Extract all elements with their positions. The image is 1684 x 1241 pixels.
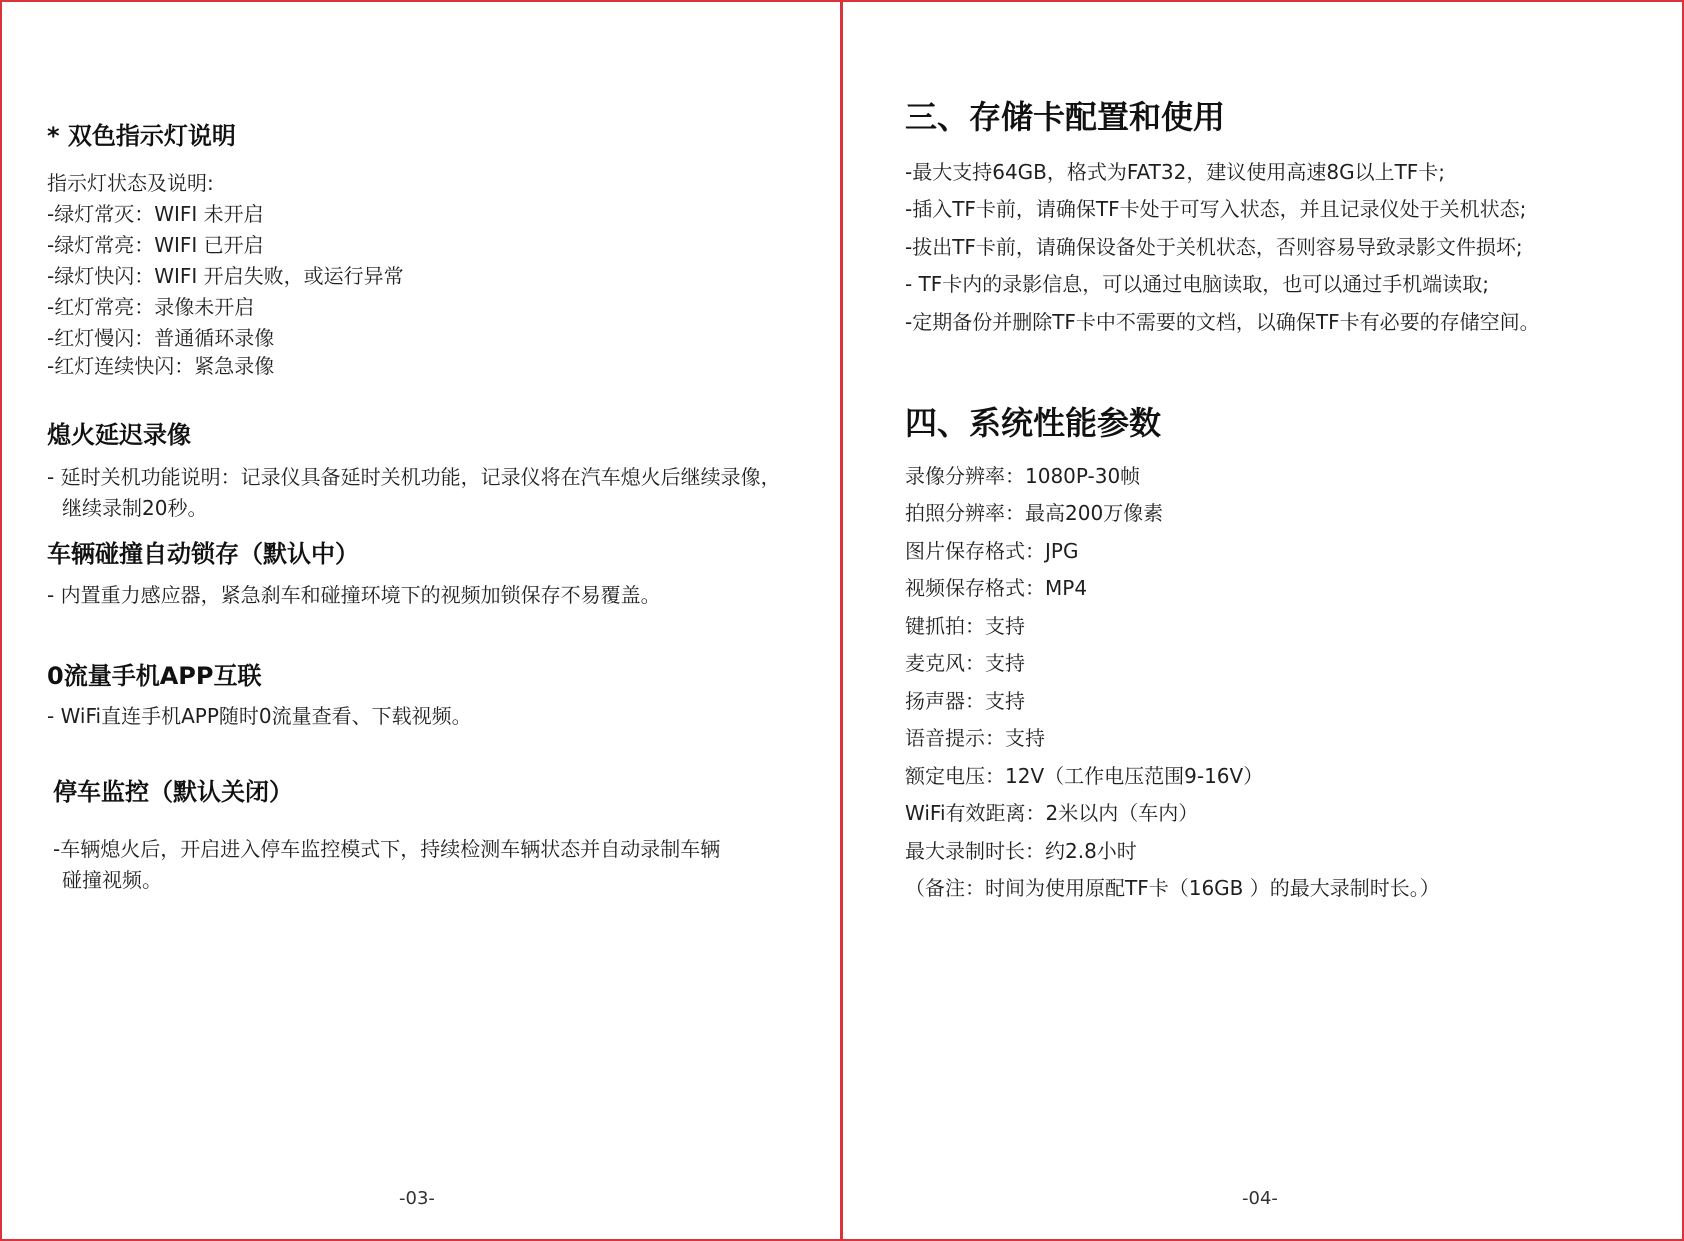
spec-line: 麦克风：支持: [905, 651, 1025, 675]
spec-line: 录像分辨率：1080P-30帧: [905, 464, 1141, 488]
spec-line: （备注：时间为使用原配TF卡（16GB ）的最大录制时长。）: [905, 876, 1440, 900]
parking-line: 碰撞视频。: [62, 868, 162, 892]
spec-line: 拍照分辨率：最高200万像素: [905, 501, 1164, 525]
indicator-line: -红灯慢闪：普通循环录像: [47, 326, 275, 350]
spec-line: WiFi有效距离：2米以内（车内）: [905, 801, 1199, 825]
page-divider: [840, 0, 843, 1241]
indicator-line: -绿灯快闪：WIFI 开启失败，或运行异常: [47, 264, 404, 288]
app-title: 0流量手机APP互联: [47, 662, 262, 690]
spec-line: 图片保存格式：JPG: [905, 539, 1079, 563]
page-number-left: -03-: [399, 1188, 435, 1209]
indicator-line: 指示灯状态及说明:: [47, 171, 214, 195]
storage-title: 三、存储卡配置和使用: [905, 98, 1226, 136]
parking-line: -车辆熄火后，开启进入停车监控模式下，持续检测车辆状态并自动录制车辆: [53, 837, 721, 861]
collision-line: - 内置重力感应器，紧急刹车和碰撞环境下的视频加锁保存不易覆盖。: [47, 583, 661, 607]
indicator-line: -红灯连续快闪：紧急录像: [47, 354, 275, 378]
indicator-title: * 双色指示灯说明: [47, 122, 236, 150]
storage-line: -插入TF卡前，请确保TF卡处于可写入状态，并且记录仪处于关机状态;: [905, 197, 1527, 221]
spec-line: 语音提示：支持: [905, 726, 1045, 750]
spec-line: 最大录制时长：约2.8小时: [905, 839, 1137, 863]
page-number-right: -04-: [1242, 1188, 1278, 1209]
indicator-line: -绿灯常灭：WIFI 未开启: [47, 202, 264, 226]
specs-title: 四、系统性能参数: [905, 404, 1162, 442]
storage-line: -拔出TF卡前，请确保设备处于关机状态，否则容易导致录影文件损坏;: [905, 235, 1523, 259]
delay-line: - 延时关机功能说明：记录仪具备延时关机功能，记录仪将在汽车熄火后继续录像，: [47, 465, 781, 489]
spec-line: 扬声器：支持: [905, 689, 1025, 713]
delay-title: 熄火延迟录像: [47, 421, 191, 449]
app-line: - WiFi直连手机APP随时0流量查看、下载视频。: [47, 704, 472, 728]
indicator-line: -红灯常亮：录像未开启: [47, 295, 255, 319]
spec-line: 额定电压：12V（工作电压范围9-16V）: [905, 764, 1264, 788]
storage-line: -最大支持64GB，格式为FAT32，建议使用高速8G以上TF卡;: [905, 160, 1446, 184]
spec-line: 键抓拍：支持: [905, 614, 1025, 638]
storage-line: -定期备份并删除TF卡中不需要的文档，以确保TF卡有必要的存储空间。: [905, 310, 1540, 334]
storage-line: - TF卡内的录影信息，可以通过电脑读取，也可以通过手机端读取;: [905, 272, 1490, 296]
delay-line: 继续录制20秒。: [62, 496, 208, 520]
indicator-line: -绿灯常亮：WIFI 已开启: [47, 233, 264, 257]
parking-title: 停车监控（默认关闭）: [53, 778, 293, 806]
spec-line: 视频保存格式：MP4: [905, 576, 1088, 600]
collision-title: 车辆碰撞自动锁存（默认中）: [47, 540, 359, 568]
